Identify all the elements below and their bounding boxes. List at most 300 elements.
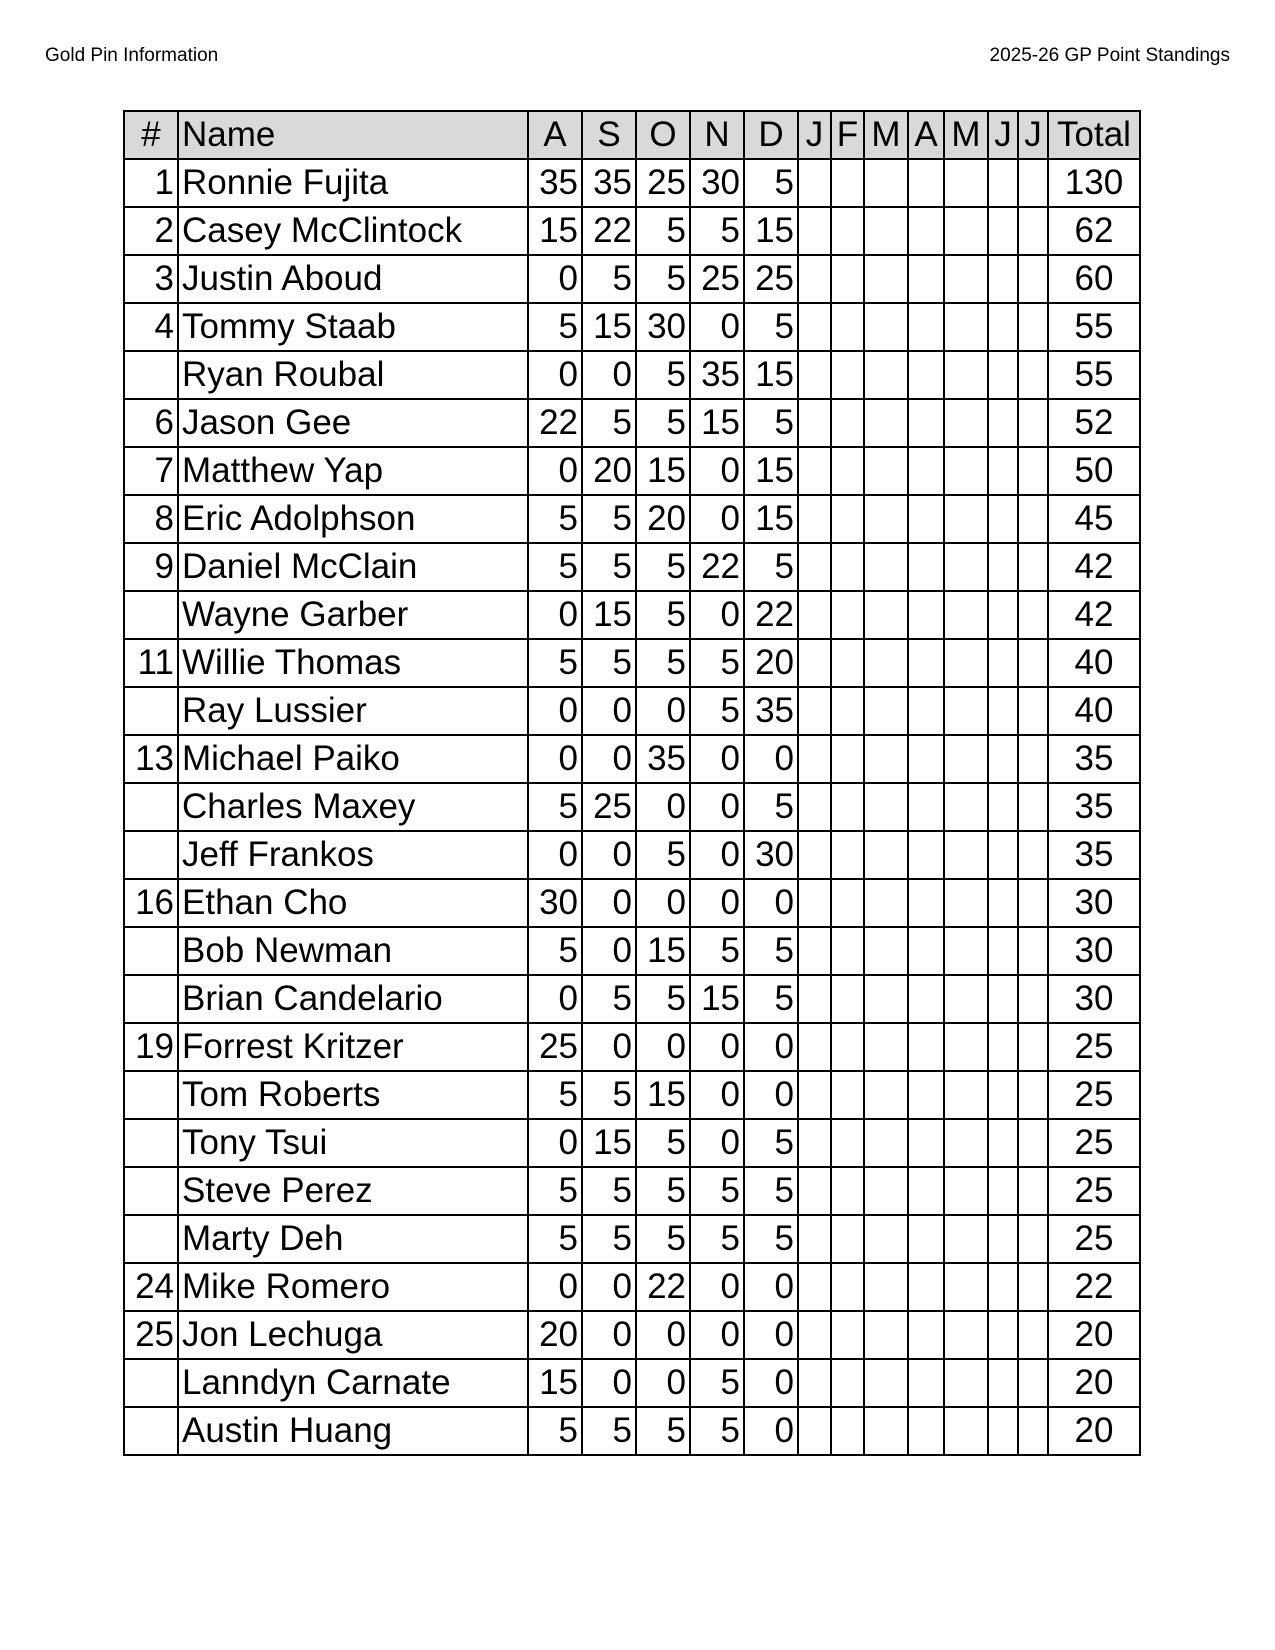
month-points-cell [798, 1071, 831, 1119]
month-points-cell: 25 [528, 1023, 582, 1071]
month-points-cell [988, 1071, 1018, 1119]
header-left-title: Gold Pin Information [45, 45, 219, 66]
month-points-cell [908, 159, 944, 207]
month-points-cell: 35 [528, 159, 582, 207]
month-points-cell [944, 1215, 988, 1263]
month-points-cell: 35 [690, 351, 744, 399]
month-points-cell [988, 351, 1018, 399]
month-points-cell [831, 1167, 864, 1215]
month-points-cell: 5 [690, 1215, 744, 1263]
month-points-cell [798, 879, 831, 927]
month-points-cell [864, 543, 908, 591]
month-points-cell: 5 [636, 255, 690, 303]
month-points-cell: 0 [636, 1023, 690, 1071]
month-points-cell [908, 1359, 944, 1407]
month-points-cell: 0 [744, 1023, 798, 1071]
total-cell: 50 [1048, 447, 1140, 495]
month-points-cell [798, 303, 831, 351]
month-points-cell: 0 [636, 879, 690, 927]
column-header-month: J [988, 111, 1018, 159]
header-right-title: 2025-26 GP Point Standings [989, 45, 1230, 66]
month-points-cell: 0 [744, 1071, 798, 1119]
player-name-cell: Jeff Frankos [178, 831, 528, 879]
month-points-cell [864, 1407, 908, 1455]
month-points-cell [798, 1359, 831, 1407]
month-points-cell: 0 [690, 1263, 744, 1311]
month-points-cell [864, 1023, 908, 1071]
month-points-cell [864, 639, 908, 687]
month-points-cell [798, 831, 831, 879]
player-name-cell: Michael Paiko [178, 735, 528, 783]
month-points-cell: 0 [636, 1311, 690, 1359]
month-points-cell: 5 [636, 399, 690, 447]
month-points-cell [798, 1407, 831, 1455]
month-points-cell: 30 [636, 303, 690, 351]
month-points-cell: 5 [690, 927, 744, 975]
month-points-cell: 0 [582, 351, 636, 399]
month-points-cell [988, 591, 1018, 639]
month-points-cell: 5 [690, 1167, 744, 1215]
column-header-month: N [690, 111, 744, 159]
rank-cell: 6 [124, 399, 178, 447]
month-points-cell: 0 [690, 303, 744, 351]
rank-cell [124, 975, 178, 1023]
player-name-cell: Charles Maxey [178, 783, 528, 831]
total-cell: 22 [1048, 1263, 1140, 1311]
month-points-cell [1018, 207, 1048, 255]
column-header-month: O [636, 111, 690, 159]
total-cell: 130 [1048, 159, 1140, 207]
rank-cell [124, 1119, 178, 1167]
month-points-cell: 5 [582, 1407, 636, 1455]
player-name-cell: Willie Thomas [178, 639, 528, 687]
month-points-cell [864, 1071, 908, 1119]
month-points-cell: 15 [744, 447, 798, 495]
player-name-cell: Tony Tsui [178, 1119, 528, 1167]
player-name-cell: Brian Candelario [178, 975, 528, 1023]
month-points-cell [831, 1023, 864, 1071]
column-header-month: F [831, 111, 864, 159]
month-points-cell [798, 255, 831, 303]
month-points-cell [1018, 591, 1048, 639]
month-points-cell: 0 [528, 255, 582, 303]
month-points-cell: 5 [636, 975, 690, 1023]
column-header-total: Total [1048, 111, 1140, 159]
month-points-cell [944, 1071, 988, 1119]
month-points-cell [944, 447, 988, 495]
player-name-cell: Casey McClintock [178, 207, 528, 255]
month-points-cell: 0 [636, 783, 690, 831]
table-row [124, 399, 1140, 447]
rank-cell [124, 1407, 178, 1455]
rank-cell: 7 [124, 447, 178, 495]
month-points-cell [944, 351, 988, 399]
month-points-cell [864, 351, 908, 399]
month-points-cell: 25 [636, 159, 690, 207]
month-points-cell [944, 303, 988, 351]
month-points-cell: 0 [744, 879, 798, 927]
player-name-cell: Ethan Cho [178, 879, 528, 927]
month-points-cell [1018, 1119, 1048, 1167]
month-points-cell [944, 831, 988, 879]
month-points-cell: 0 [528, 687, 582, 735]
month-points-cell [831, 399, 864, 447]
month-points-cell [1018, 1263, 1048, 1311]
month-points-cell: 5 [528, 1071, 582, 1119]
month-points-cell [908, 1119, 944, 1167]
month-points-cell [944, 495, 988, 543]
month-points-cell [908, 687, 944, 735]
month-points-cell [988, 1023, 1018, 1071]
month-points-cell: 0 [528, 1263, 582, 1311]
table-row [124, 687, 1140, 735]
column-header-month: M [864, 111, 908, 159]
month-points-cell [864, 255, 908, 303]
month-points-cell [831, 831, 864, 879]
month-points-cell [908, 975, 944, 1023]
player-name-cell: Forrest Kritzer [178, 1023, 528, 1071]
month-points-cell: 5 [528, 1167, 582, 1215]
month-points-cell [908, 735, 944, 783]
month-points-cell: 5 [744, 399, 798, 447]
month-points-cell: 5 [636, 543, 690, 591]
rank-cell [124, 1071, 178, 1119]
month-points-cell: 15 [582, 303, 636, 351]
month-points-cell [1018, 447, 1048, 495]
month-points-cell: 30 [690, 159, 744, 207]
column-header-month: J [798, 111, 831, 159]
month-points-cell [1018, 831, 1048, 879]
month-points-cell [908, 783, 944, 831]
month-points-cell [1018, 543, 1048, 591]
month-points-cell: 5 [528, 1215, 582, 1263]
month-points-cell [831, 783, 864, 831]
total-cell: 62 [1048, 207, 1140, 255]
rank-cell: 2 [124, 207, 178, 255]
table-row [124, 783, 1140, 831]
month-points-cell: 0 [690, 1071, 744, 1119]
month-points-cell [864, 1119, 908, 1167]
month-points-cell [831, 1407, 864, 1455]
month-points-cell [944, 783, 988, 831]
rank-cell: 13 [124, 735, 178, 783]
total-cell: 35 [1048, 831, 1140, 879]
total-cell: 30 [1048, 879, 1140, 927]
month-points-cell [908, 1023, 944, 1071]
player-name-cell: Bob Newman [178, 927, 528, 975]
month-points-cell: 25 [744, 255, 798, 303]
month-points-cell [798, 735, 831, 783]
month-points-cell [864, 399, 908, 447]
month-points-cell [798, 1263, 831, 1311]
month-points-cell [1018, 975, 1048, 1023]
rank-cell [124, 783, 178, 831]
month-points-cell [944, 1311, 988, 1359]
month-points-cell [798, 159, 831, 207]
month-points-cell [831, 543, 864, 591]
month-points-cell [988, 975, 1018, 1023]
month-points-cell [944, 879, 988, 927]
month-points-cell [798, 975, 831, 1023]
month-points-cell [944, 159, 988, 207]
month-points-cell: 5 [582, 495, 636, 543]
month-points-cell [908, 831, 944, 879]
rank-cell: 19 [124, 1023, 178, 1071]
month-points-cell [831, 255, 864, 303]
month-points-cell [988, 1119, 1018, 1167]
total-cell: 25 [1048, 1167, 1140, 1215]
month-points-cell [798, 351, 831, 399]
month-points-cell [908, 879, 944, 927]
month-points-cell [798, 207, 831, 255]
month-points-cell: 0 [528, 351, 582, 399]
month-points-cell: 5 [582, 255, 636, 303]
month-points-cell [908, 543, 944, 591]
month-points-cell [798, 783, 831, 831]
month-points-cell: 0 [690, 1311, 744, 1359]
month-points-cell [908, 303, 944, 351]
month-points-cell [1018, 1071, 1048, 1119]
month-points-cell: 0 [582, 1263, 636, 1311]
month-points-cell [908, 1407, 944, 1455]
rank-cell [124, 831, 178, 879]
month-points-cell [864, 831, 908, 879]
month-points-cell [864, 927, 908, 975]
table-row [124, 639, 1140, 687]
month-points-cell [908, 255, 944, 303]
month-points-cell [864, 783, 908, 831]
column-header-month: A [528, 111, 582, 159]
month-points-cell: 15 [636, 447, 690, 495]
month-points-cell [988, 303, 1018, 351]
month-points-cell [908, 927, 944, 975]
rank-cell [124, 1167, 178, 1215]
month-points-cell [908, 351, 944, 399]
rank-cell [124, 351, 178, 399]
month-points-cell [908, 1215, 944, 1263]
month-points-cell [798, 495, 831, 543]
month-points-cell: 0 [528, 831, 582, 879]
rank-cell: 11 [124, 639, 178, 687]
month-points-cell: 20 [744, 639, 798, 687]
total-cell: 30 [1048, 927, 1140, 975]
total-cell: 60 [1048, 255, 1140, 303]
month-points-cell [798, 927, 831, 975]
month-points-cell [988, 639, 1018, 687]
month-points-cell [1018, 303, 1048, 351]
month-points-cell: 5 [690, 1407, 744, 1455]
month-points-cell: 5 [744, 975, 798, 1023]
month-points-cell [798, 543, 831, 591]
month-points-cell [831, 1119, 864, 1167]
month-points-cell: 5 [744, 543, 798, 591]
month-points-cell: 22 [528, 399, 582, 447]
total-cell: 52 [1048, 399, 1140, 447]
month-points-cell [988, 927, 1018, 975]
month-points-cell: 5 [744, 1215, 798, 1263]
month-points-cell [944, 735, 988, 783]
month-points-cell [944, 399, 988, 447]
month-points-cell: 0 [528, 975, 582, 1023]
month-points-cell: 5 [582, 639, 636, 687]
column-header-month: S [582, 111, 636, 159]
column-header-month: A [908, 111, 944, 159]
month-points-cell [1018, 1359, 1048, 1407]
month-points-cell [864, 159, 908, 207]
month-points-cell [798, 399, 831, 447]
table-row [124, 1215, 1140, 1263]
month-points-cell [908, 495, 944, 543]
rank-cell [124, 591, 178, 639]
month-points-cell: 35 [582, 159, 636, 207]
month-points-cell: 5 [744, 927, 798, 975]
month-points-cell: 0 [690, 495, 744, 543]
month-points-cell [1018, 879, 1048, 927]
month-points-cell [908, 639, 944, 687]
month-points-cell [988, 399, 1018, 447]
month-points-cell [864, 1263, 908, 1311]
month-points-cell [831, 735, 864, 783]
month-points-cell [798, 639, 831, 687]
table-row [124, 1359, 1140, 1407]
total-cell: 20 [1048, 1407, 1140, 1455]
month-points-cell [908, 399, 944, 447]
month-points-cell [988, 1263, 1018, 1311]
month-points-cell: 35 [744, 687, 798, 735]
rank-cell: 24 [124, 1263, 178, 1311]
month-points-cell: 5 [582, 1215, 636, 1263]
total-cell: 25 [1048, 1215, 1140, 1263]
table-row [124, 591, 1140, 639]
column-header-month: J [1018, 111, 1048, 159]
month-points-cell [1018, 735, 1048, 783]
month-points-cell: 15 [744, 351, 798, 399]
total-cell: 30 [1048, 975, 1140, 1023]
month-points-cell: 0 [744, 1407, 798, 1455]
player-name-cell: Ryan Roubal [178, 351, 528, 399]
month-points-cell [798, 1119, 831, 1167]
rank-cell [124, 927, 178, 975]
table-row [124, 1167, 1140, 1215]
rank-cell: 8 [124, 495, 178, 543]
month-points-cell [944, 1119, 988, 1167]
month-points-cell: 5 [636, 1119, 690, 1167]
month-points-cell [988, 1359, 1018, 1407]
month-points-cell: 5 [744, 303, 798, 351]
month-points-cell [1018, 639, 1048, 687]
player-name-cell: Lanndyn Carnate [178, 1359, 528, 1407]
month-points-cell: 0 [582, 1359, 636, 1407]
player-name-cell: Tommy Staab [178, 303, 528, 351]
month-points-cell [988, 783, 1018, 831]
month-points-cell [831, 207, 864, 255]
month-points-cell [988, 1215, 1018, 1263]
month-points-cell: 5 [528, 1407, 582, 1455]
month-points-cell [1018, 1023, 1048, 1071]
month-points-cell: 15 [582, 1119, 636, 1167]
column-header-name: Name [178, 111, 528, 159]
month-points-cell [831, 1311, 864, 1359]
month-points-cell [864, 879, 908, 927]
total-cell: 42 [1048, 543, 1140, 591]
month-points-cell: 15 [690, 975, 744, 1023]
month-points-cell [988, 1167, 1018, 1215]
month-points-cell [831, 1215, 864, 1263]
month-points-cell: 0 [690, 735, 744, 783]
table-row [124, 303, 1140, 351]
month-points-cell: 20 [582, 447, 636, 495]
month-points-cell [988, 543, 1018, 591]
month-points-cell [944, 639, 988, 687]
month-points-cell [798, 687, 831, 735]
month-points-cell [1018, 687, 1048, 735]
month-points-cell: 0 [582, 735, 636, 783]
month-points-cell [944, 927, 988, 975]
total-cell: 42 [1048, 591, 1140, 639]
total-cell: 35 [1048, 783, 1140, 831]
month-points-cell [831, 159, 864, 207]
month-points-cell: 15 [690, 399, 744, 447]
month-points-cell [864, 591, 908, 639]
month-points-cell: 5 [636, 1167, 690, 1215]
total-cell: 25 [1048, 1071, 1140, 1119]
standings-table [123, 110, 1141, 1456]
month-points-cell: 22 [636, 1263, 690, 1311]
total-cell: 45 [1048, 495, 1140, 543]
month-points-cell [908, 1071, 944, 1119]
rank-cell: 25 [124, 1311, 178, 1359]
month-points-cell [1018, 1311, 1048, 1359]
month-points-cell: 0 [690, 1119, 744, 1167]
column-header-month: M [944, 111, 988, 159]
table-row [124, 543, 1140, 591]
month-points-cell [988, 831, 1018, 879]
month-points-cell: 5 [636, 351, 690, 399]
month-points-cell [831, 591, 864, 639]
month-points-cell: 0 [582, 1023, 636, 1071]
month-points-cell [988, 255, 1018, 303]
month-points-cell [798, 1215, 831, 1263]
month-points-cell [944, 1023, 988, 1071]
month-points-cell: 0 [690, 591, 744, 639]
month-points-cell [988, 735, 1018, 783]
total-cell: 55 [1048, 303, 1140, 351]
total-cell: 55 [1048, 351, 1140, 399]
month-points-cell [1018, 255, 1048, 303]
player-name-cell: Justin Aboud [178, 255, 528, 303]
month-points-cell [831, 1359, 864, 1407]
month-points-cell: 5 [528, 783, 582, 831]
month-points-cell [1018, 783, 1048, 831]
month-points-cell [831, 975, 864, 1023]
month-points-cell [798, 1311, 831, 1359]
month-points-cell: 5 [582, 399, 636, 447]
month-points-cell: 0 [744, 1311, 798, 1359]
month-points-cell: 20 [636, 495, 690, 543]
month-points-cell: 5 [744, 783, 798, 831]
month-points-cell: 25 [582, 783, 636, 831]
player-name-cell: Tom Roberts [178, 1071, 528, 1119]
month-points-cell [864, 447, 908, 495]
month-points-cell: 5 [528, 303, 582, 351]
month-points-cell [988, 447, 1018, 495]
month-points-cell [864, 1311, 908, 1359]
month-points-cell [864, 1359, 908, 1407]
month-points-cell: 5 [528, 639, 582, 687]
table-row [124, 831, 1140, 879]
month-points-cell: 5 [582, 543, 636, 591]
table-row [124, 351, 1140, 399]
